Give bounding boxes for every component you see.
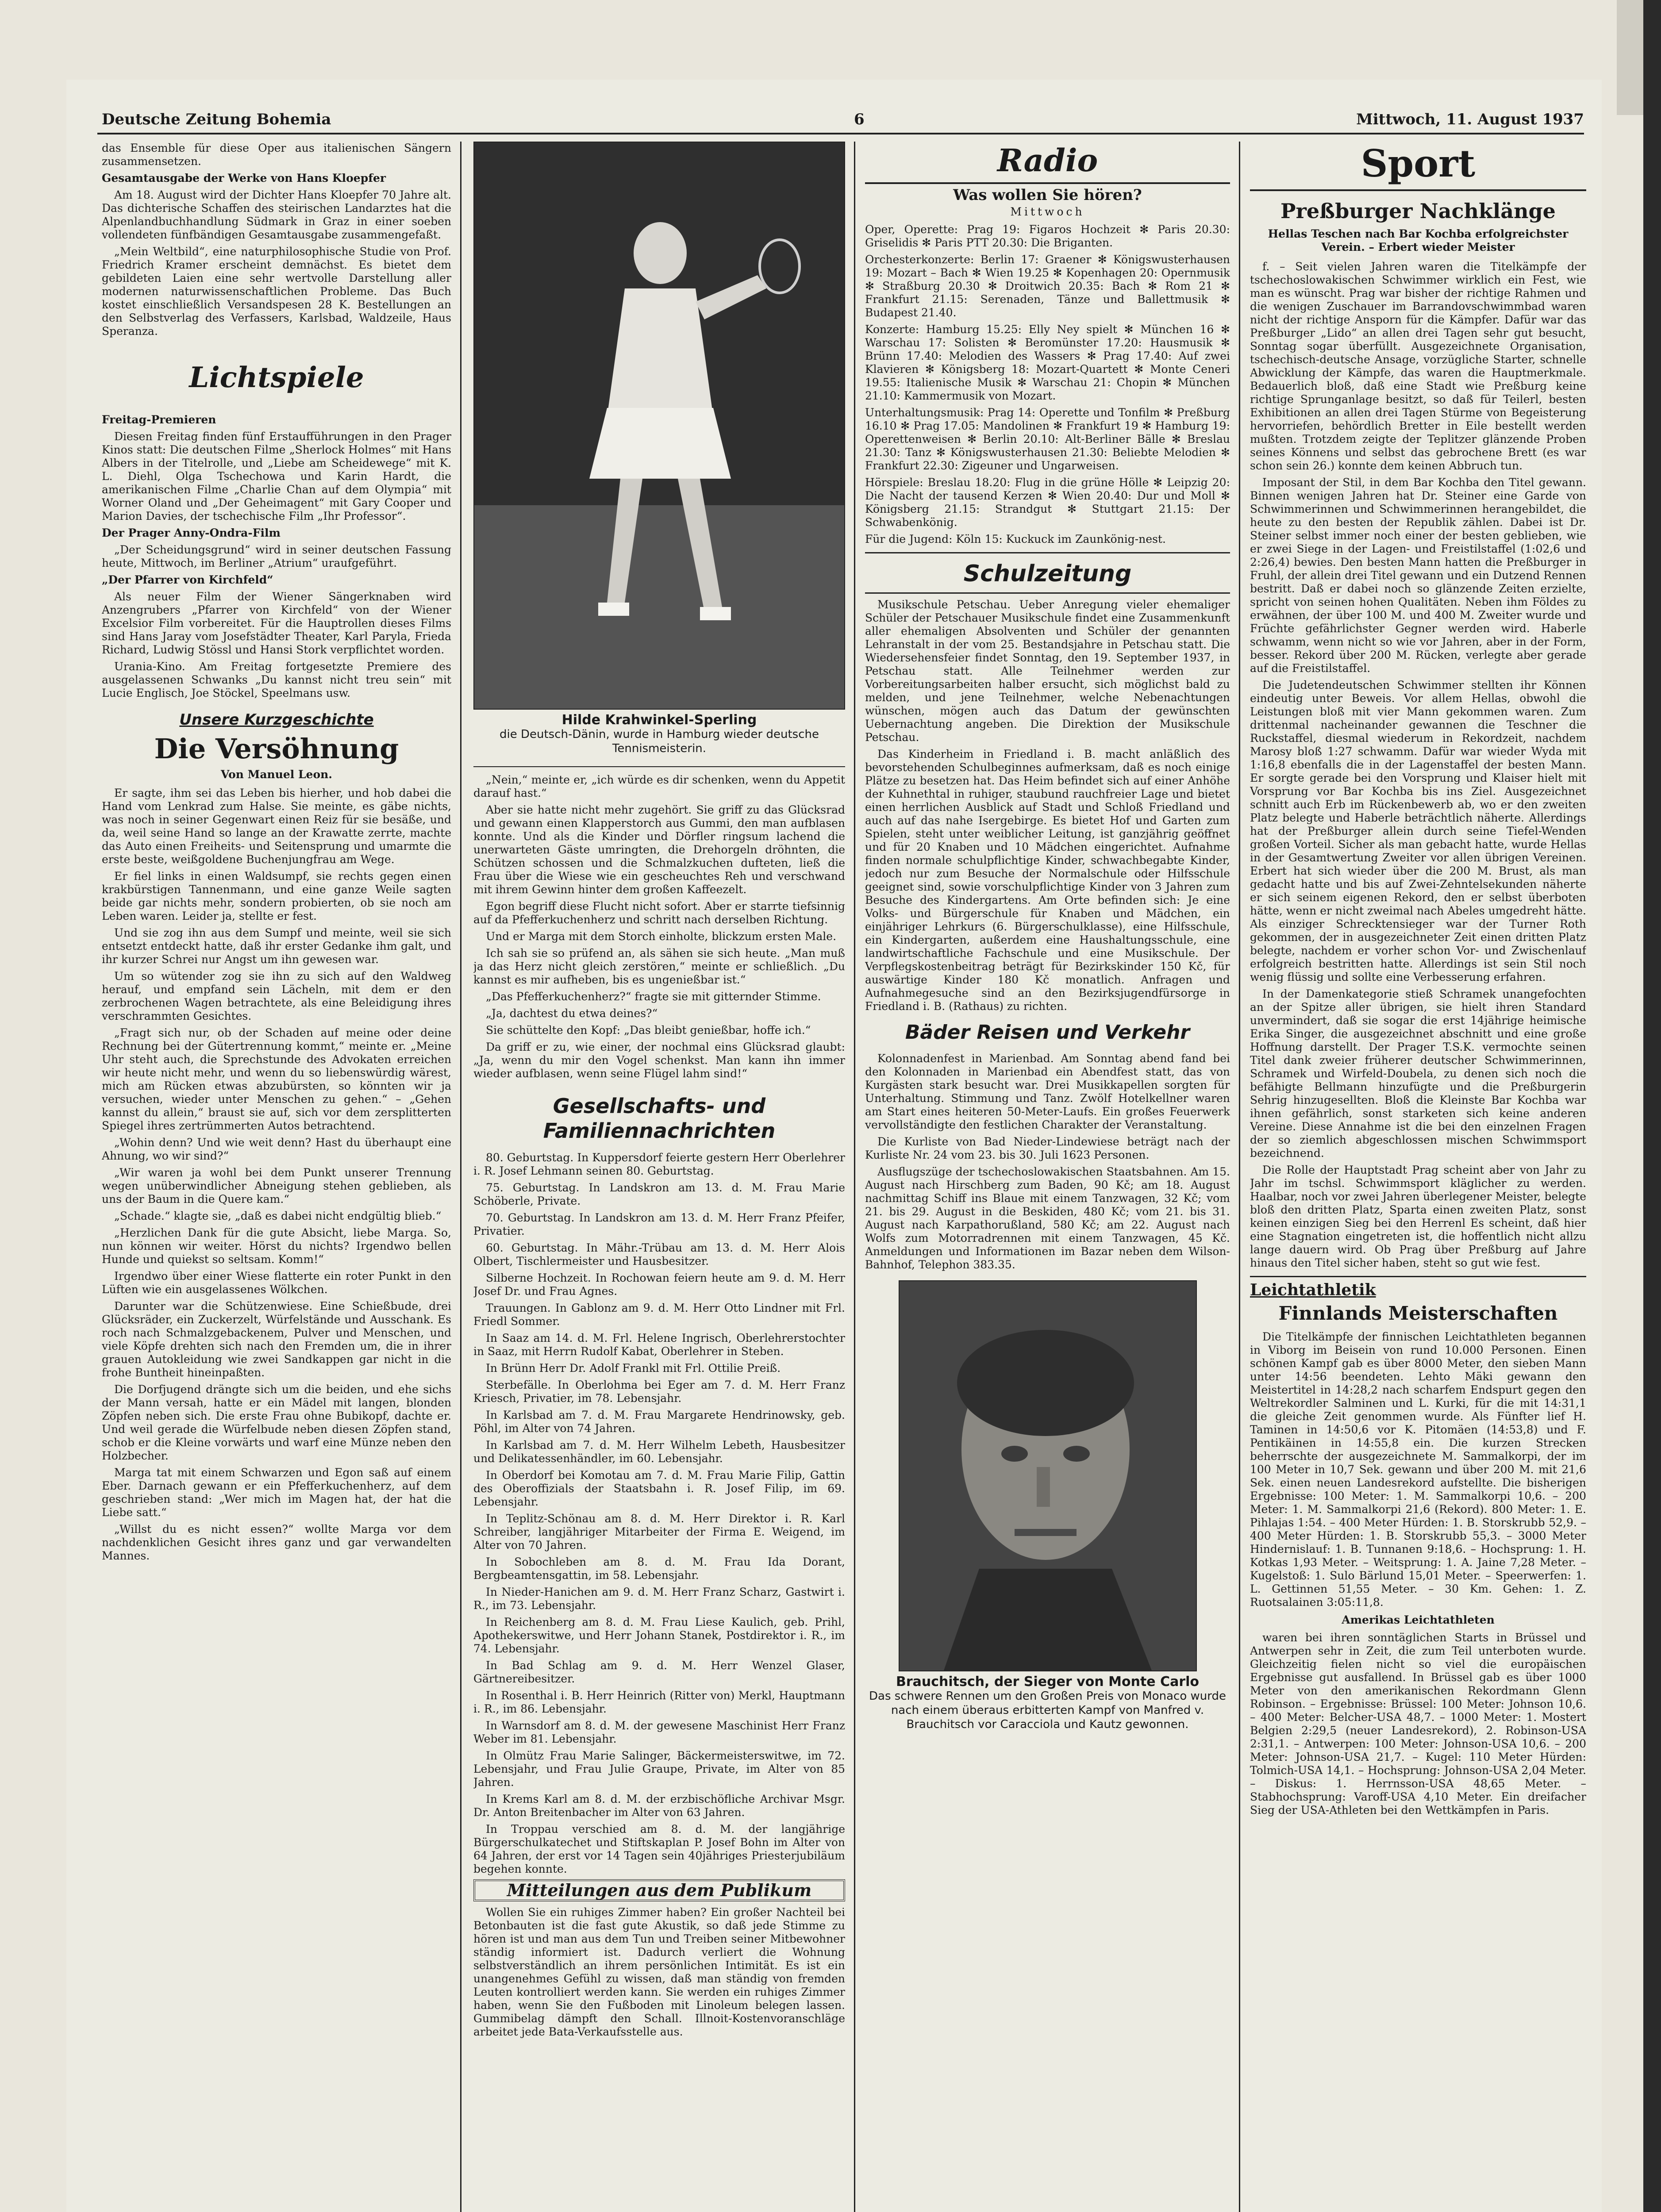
family-notice: In Krems Karl am 8. d. M. der erzbischöfliche Archivar Msgr. Dr. Anton Breitenbacher im Alter von 63 Jahren.: [473, 1793, 845, 1819]
story-paragraph: Er fiel links in einen Waldsumpf, sie rechts gegen einen krakbürstigen Tannenmann, und eine ganze Weile sagten beide gar nichts mehr, sondern probierten, ob sie noch am Leben waren. Leider ja, stellte er fest.: [102, 870, 451, 922]
family-notice: In Bad Schlag am 9. d. M. Herr Wenzel Glaser, Gärtnereibesitzer.: [473, 1659, 845, 1685]
weekday: Mittwoch: [1010, 205, 1085, 218]
story-paragraph: „Das Pfefferkuchenherz?“ fragte sie mit gitternder Stimme.: [486, 990, 821, 1003]
story-paragraph: „Schade.“ klagte sie, „daß es dabei nicht endgültig blieb.“: [114, 1210, 442, 1222]
family-notice: In Nieder-Hanichen am 9. d. M. Herr Franz Scharz, Gastwirt i. R., im 73. Lebensjahr.: [473, 1586, 845, 1612]
photo-caption: [865, 1675, 1230, 1732]
divider: [1250, 189, 1586, 191]
article-headline: Preßburger Nachklänge: [1280, 199, 1556, 223]
story-paragraph: „Wir waren ja wohl bei dem Punkt unserer Trennung wegen unüberwindlicher Abneigung stehen geblieben, als uns der Baum in die Quere kam.“: [102, 1166, 451, 1206]
story-paragraph: „Ja, dachtest du etwa deines?“: [486, 1007, 658, 1020]
article-text: „Mein Weltbild“, eine naturphilosophische Studie von Prof. Friedrich Kramer erscheint demnächst. Es bietet dem gebildeten Laien eine sehr wertvolle Darstellung aller modernen naturwissenschaftlichen Probleme. Das Buch kostet einschließlich Versandspesen 28 K. Bestellungen an den Selbstverlag des Verfassers, Karlsbad, Waldzeile, Haus Speranza.: [102, 245, 451, 338]
radio-listing: Hörspiele: Breslau 18.20: Flug in die grüne Hölle ✻ Leipzig 20: Die Nacht der tausend Kerzen ✻ Wien 20.40: Dur und Moll ✻ Königsberg 21.15: Strandgut ✻ Stuttgart 21.15: Der Schwabenkönig.: [865, 476, 1230, 529]
subhead: Freitag-Premieren: [102, 413, 216, 426]
article-subheadline: Hellas Teschen nach Bar Kochba erfolgreichster Verein. – Erbert wieder Meister: [1268, 227, 1569, 253]
article-text: Kolonnadenfest in Marienbad. Am Sonntag abend fand bei den Kolonnaden in Marienbad ein Abendfest statt, das von Kurgästen stark besucht war. Drei Musikkapellen sorgten für Unterhaltung. Stimmung und Tanz. Zwölf Hotelkellner waren am Start eines heiteren 50-Meter-Laufs. Ein großes Feuerwerk vervollständigte den festlichen Charakter der Veranstaltung.: [865, 1052, 1230, 1131]
subhead: „Der Pfarrer von Kirchfeld“: [102, 573, 273, 586]
section-heading: Gesellschafts- und Familiennachrichten: [543, 1094, 776, 1143]
article-text: Die Titelkämpfe der finnischen Leichtathleten begannen in Viborg im Beisein von rund 10.000 Personen. Einen schönen Kampf gab es über 8000 Meter, den sieben Mann unter 14:56 beendeten. Lehto Mäki gewann den Meistertitel in 14:28,2 nach scharfem Endspurt gegen den Weltrekordler Salminen und L. Kurki, für die mit 14:31,1 die gleiche Zeit genommen wurde. Als Fünfter lief H. Taminen in 14:50,6 vor K. Pitomäen (14:53,8) und F. Pentikäinen in 14:55,8 ein. Die kurzen Strecken beherrschte der ausgezeichnete M. Sammalkorpi, der im 100 Meter in 10,7 Sek. gewann und über 200 M. mit 21,6 Sek. einen neuen Landesrekord aufstellte. Die bisherigen Ergebnisse: 100 Meter: 1. M. Sammalkorpi 10,6. – 200 Meter: 1. M. Sammalkorpi 21,6 (Rekord). 800 Meter: 1. E. Pihlajas 1:54. – 400 Meter Hürden: 1. B. Storskrubb 52,9. – 400 Meter Hürden: 1. B. Storskrubb 55,3. – 3000 Meter Hindernislauf: 1. B. Tunnanen 9:18,6. – Hochsprung: 1. H. Kotkas 1,93 Meter. – Weitsprung: 1. A. Jaine 7,28 Meter. – Kugelstoß: 1. Sulo Bärlund 15,01 Meter. – Speerwerfen: 1. L. Gettinnen 51,55 Meter. – 30 Km. Gehen: 1. Z. Ruotsalainen 3:05:11,8.: [1250, 1330, 1586, 1609]
article-text: Ausflugszüge der tschechoslowakischen Staatsbahnen. Am 15. August nach Hirschberg zum Baden, 90 Kč; am 18. August nachmittag Schiff ins Blaue mit einem Tanzwagen, 32 Kč; vom 21. bis 29. August in die Beskiden, 480 Kč; vom 21. bis 31. August nach Karpathorußland, 580 Kč; am 22. August nach Wolfs zum Motorradrennen mit einem Tanzwagen, 45 Kč. Anmeldungen und Informationen im Bazar neben dem Wilson-Bahnhof, Telephon 383.35.: [865, 1165, 1230, 1271]
subhead: Was wollen Sie hören?: [953, 186, 1142, 204]
story-paragraph: Marga tat mit einem Schwarzen und Egon saß auf einem Eber. Darnach gewann er ein Pfefferkuchenherz, auf dem geschrieben stand: „Wer mich im Magen hat, der hat die Liebe satt.“: [102, 1466, 451, 1519]
family-notice: In Saaz am 14. d. M. Frl. Helene Ingrisch, Oberlehrerstochter in Saaz, mit Herrn Rudolf Kabat, Oberlehrer in Steben.: [473, 1332, 845, 1358]
divider: [473, 766, 845, 767]
story-paragraph: „Fragt sich nur, ob der Schaden auf meine oder deine Rechnung bei der Gütertrennung kommt,“ meinte er. „Meine Uhr steht auch, die Sprechstunde des Advokaten erreichen wir heute nicht mehr, und wenn du so liebenswürdig wärest, mich am Rücken etwas abzubürsten, so könnten wir ja versuchen, wieder unter Menschen zu gehen.“ – „Gehen kannst du allein,“ braust sie auf, sich vor dem zersplitterten Spiegel ihres zertrümmerten Autos betrachtend.: [102, 1026, 451, 1132]
article-text: Diesen Freitag finden fünf Erstaufführungen in den Prager Kinos statt: Die deutschen Filme „Sherlock Holmes“ mit Hans Albers in der Titelrolle, und „Liebe am Scheidewege“ mit K. L. Diehl, Olga Tschechowa und Karin Hardt, die amerikanischen Filme „Charlie Chan auf dem Olympia“ mit Worner Oland und „Der Geheimagent“ mit Gary Cooper und Marion Davies, der tschechische Film „Ihr Professor“.: [102, 430, 451, 522]
family-notice: 75. Geburtstag. In Landskron am 13. d. M. Frau Marie Schöberle, Private.: [473, 1181, 845, 1207]
family-notice: 80. Geburtstag. In Kuppersdorf feierte gestern Herr Oberlehrer i. R. Josef Lehmann seinen 80. Geburtstag.: [473, 1151, 845, 1177]
article-text: f. – Seit vielen Jahren waren die Titelkämpfe der tschechoslowakischen Schwimmer wirklich ein Fest, wie man es wünscht. Prag war bisher der richtige Rahmen und die wenigen Zuschauer im Barrandovschwimmbad waren nicht der richtige Ansporn für die Kämpfer. Dafür war das Preßburger „Lido“ an allen drei Tagen sehr gut besucht, Sonntag sogar überfüllt. Ausgezeichnete Organisation, tschechisch-deutsche Ansage, vorzügliche Starter, schnelle Abwicklung der Kämpfe, das waren die Hauptmerkmale. Bedauerlich bloß, daß eine Stadt wie Preßburg keine richtige Sprunganlage besitzt, so daß für Teilerl, besten Exhibitionen an allen drei Tagen Stürme von Begeisterung hervorriefen, behördlich Bretter in Eile bestellt werden mußten. Trotzdem zeigte der Teplitzer glänzende Proben seines Könnens und selbst das gebrochene Brett (es war schon sein 26.) konnte dem keinen Abbruch tun.: [1250, 260, 1586, 472]
story-paragraph: „Herzlichen Dank für die gute Absicht, liebe Marga. So, nun können wir weiter. Hörst du nichts? Irgendwo bellen Hunde und quiekst so seltsam. Komm!“: [102, 1226, 451, 1266]
column-sport: [1250, 142, 1586, 2212]
running-head: [102, 111, 1584, 133]
section-heading: Schulzeitung: [963, 561, 1132, 587]
story-paragraph: „Willst du es nicht essen?“ wollte Marga vor dem nachdenklichen Gesicht ihres ganz und gar verwandelten Mannes.: [102, 1523, 451, 1562]
article-text: waren bei ihren sonntäglichen Starts in Brüssel und Antwerpen sehr in Zeit, die zum Teil unterboten wurde. Gleichzeitig fielen nicht so viel die europäischen Ergebnisse gut ausfallend. In Brüssel gab es über 1000 Meter von den amerikanischen Rekordmann Glenn Robinson. – Ergebnisse: Brüssel: 100 Meter: Johnson 10,6. – 400 Meter: Belcher-USA 48,7. – 1000 Meter: 1. Mostert Belgien 2:29,5 (neuer Landesrekord), 2. Robinson-USA 2:31,1. – Antwerpen: 100 Meter: Johnson-USA 10,6. – 200 Meter: Johnson-USA 21,7. – Kugel: 110 Meter Hürden: Tolmich-USA 14,1. – Hochsprung: Johnson-USA 2,04 Meter. – Diskus: 1. Herrnsson-USA 48,65 Meter. – Stabhochsprung: Varoff-USA 4,10 Meter. Ein dreifacher Sieg der USA-Athleten bei den Wettkämpfen in Paris.: [1250, 1631, 1586, 1816]
divider: [865, 182, 1230, 184]
family-notice: In Troppau verschied am 8. d. M. der langjährige Bürgerschulkatechet und Stiftskaplan P. Josef Bohn im Alter von 64 Jahren, der erst vor 14 Tagen sein 40jähriges Priesterjubiläum begehen konnte.: [473, 1823, 845, 1875]
section-heading: Sport: [1361, 142, 1476, 185]
article-text: In der Damenkategorie stieß Schramek unangefochten an der Spitze aller übrigen, sie hielt ihren Standard unvermindert, daß sie sogar die erst 14jährige heimische Erika Singer, die ausgezeichnet abschnitt und eine große Hoffnung darstellt. Der Prager T.S.K. vermochte seinen Titel dank zweier früherer deutscher Schwimmerinnen, Schramek und Wirfeld-Doubela, zu denen sich noch die befähigte Bellmann hinzufügte und die Preßburgerin Sehrig hinzugesellten. Bloß die Kleinste Bar Kochba war ihnen gefährlich, sonst starketen sich keine anderen Vereine. Diese Annahme ist die bei den einzelnen Fragen der so ziemlich abgeschlossen mischen Schwimmsport bezeichnend.: [1250, 987, 1586, 1160]
tennis-player-image: [474, 142, 844, 709]
scan-edge: [1643, 0, 1661, 2212]
column-story-family: [473, 142, 845, 2212]
divider: [1250, 1276, 1586, 1277]
story-paragraph: „Nein,“ meinte er, „ich würde es dir schenken, wenn du Appetit darauf hast.“: [473, 773, 845, 799]
column-rule: [1239, 142, 1240, 2212]
story-paragraph: Ich sah sie so prüfend an, als sähen sie sich heute. „Man muß ja das Herz nicht gleich zerstören,“ meinte er schließlich. „Du kannst es mir aufheben, bis es ungenießbar ist.“: [473, 947, 845, 986]
article-text: Wollen Sie ein ruhiges Zimmer haben? Ein großer Nachteil bei Betonbauten ist die fast gute Akustik, so daß jede Stimme zu hören ist und man aus dem Tun und Treiben seiner Mitbewohner ständig informiert ist. Dadurch verliert die Wohnung selbstverständlich an ihrem persönlichen Intimität. Es ist ein unangenehmes Gefühl zu wissen, daß man ständig von fremden Leuten kontrolliert werden kann. Sie werden ein ruhiges Zimmer haben, wenn Sie den Fußboden mit Linoleum belegen lassen. Gummibelag dämpft den Schall. Illnoit-Kostenvoranschläge arbeitet jede Bata-Verkaufsstelle aus.: [473, 1906, 845, 2038]
family-notice: In Teplitz-Schönau am 8. d. M. Herr Direktor i. R. Karl Schreiber, langjähriger Mitarbeiter der Firma E. Weigend, im Alter von 70 Jahren.: [473, 1512, 845, 1551]
portrait-image: [900, 1281, 1196, 1671]
article-text: Die Kurliste von Bad Nieder-Lindewiese beträgt nach der Kurliste Nr. 24 vom 23. bis 30. Juli 1623 Personen.: [865, 1135, 1230, 1161]
masthead-title: Deutsche Zeitung Bohemia: [102, 111, 331, 128]
photo-title: Brauchitsch, der Sieger von Monte Carlo: [896, 1674, 1200, 1690]
article-text: Imposant der Stil, in dem Bar Kochba den Titel gewann. Binnen wenigen Jahren hat Dr. Steiner eine Garde von Schwimmerinnen und Schwimmerinnen herangebildet, die heute zu den besten der Republik zählen. Dabei ist Dr. Steiner selbst immer noch einer der besten geblieben, wie er zwei Siege in der Lagen- und Freistilstaffel (1:02,6 und 2:26,4) bewies. Den besten Mann hatten die Preßburger in Fruhl, der allein drei Titel gewann und ein Dutzend Rennen bestritt. Daß er dabei noch so glänzende Zeiten erzielte, spricht von seinen hohen Qualitäten. Neben ihm Földes zu erwähnen, der über 100 M. und 400 M. Zweiter wurde und Früchte gefährlichster Gegner werden wird. Haberle schwamm, wenn nicht so wie vor Jahren, aber in der Form, besser. Rekord über 200 M. Rücken, verlegte aber gerade auf die Freistilstaffel.: [1250, 476, 1586, 675]
subhead: Gesamtausgabe der Werke von Hans Kloepfer: [102, 172, 386, 184]
issue-date: Mittwoch, 11. August 1937: [1356, 111, 1584, 128]
family-notice: In Reichenberg am 8. d. M. Frau Liese Kaulich, geb. Prihl, Apothekerswitwe, und Herr Johann Stanek, Postdirektor i. R., im 74. Lebensjahr.: [473, 1616, 845, 1655]
family-notice: In Rosenthal i. B. Herr Heinrich (Ritter von) Merkl, Hauptmann i. R., im 86. Lebensjahr.: [473, 1689, 845, 1715]
family-notice: In Brünn Herr Dr. Adolf Frankl mit Frl. Ottilie Preiß.: [486, 1362, 781, 1375]
article-text: Am 18. August wird der Dichter Hans Kloepfer 70 Jahre alt. Das dichterische Schaffen des steirischen Landarztes hat die Alpenlandbuchhandlung Südmark in Graz in einer soeben vollendeten fünfbändigen Gesamtausgabe zusammengefaßt.: [102, 188, 451, 241]
story-paragraph: Er sagte, ihm sei das Leben bis hierher, und hob dabei die Hand vom Lenkrad zum Halse. Sie meinte, es gäbe nichts, was noch in seiner Gegenwart einen Reiz für sie besäße, und da, weil seine Hand so lange an der Krawatte zerrte, machte das Auto einen Freiheits- und Seitensprung und umarmte die erste beste, weißgoldene Buchenjungfrau am Wege.: [102, 787, 451, 866]
story-paragraph: Aber sie hatte nicht mehr zugehört. Sie griff zu das Glücksrad und gewann einen Klapperstorch aus Gummi, den man aufblasen konnte. Und als die Kinder und Dörfler ringsum lachend die unerwarteten Gäste umringten, die Drehorgeln dröhnten, die Schützen schossen und die Schmalzkuchen dufteten, ließ die Frau über die Wiese wie ein gescheuchtes Reh und verschwand mit ihrem Gewinn hinter dem großen Kaffeezelt.: [473, 803, 845, 896]
article-text: Musikschule Petschau. Ueber Anregung vieler ehemaliger Schüler der Petschauer Musikschule findet eine Zusammenkunft aller ehemaligen Absolventen und Schüler der genannten Lehranstalt in der vom 25. Bestandsjahre in Petschau statt. Die Wiedersehensfeier findet Sonntag, den 19. September 1937, in Petschau statt. Alle Teilnehmer werden zur Vorbereitungsarbeiten halber ersucht, sich möglichst bald zu melden, und jene Teilnehmer, welche Nebenachtungen wünschen, mögen auch das Datum der gewünschten Uebernachtung angeben. Die Direktion der Musikschule Petschau.: [865, 598, 1230, 744]
family-notice: Silberne Hochzeit. In Rochowan feiern heute am 9. d. M. Herr Josef Dr. und Frau Agnes.: [473, 1271, 845, 1298]
story-paragraph: Sie schüttelte den Kopf: „Das bleibt genießbar, hoffe ich.“: [486, 1024, 811, 1037]
story-title: Die Versöhnung: [154, 733, 399, 765]
family-notice: Trauungen. In Gablonz am 9. d. M. Herr Otto Lindner mit Frl. Friedl Sommer.: [473, 1302, 845, 1328]
section-heading: Radio: [997, 142, 1098, 179]
story-paragraph: Irgendwo über einer Wiese flatterte ein roter Punkt in den Lüften wie ein ausgelassenes Wölkchen.: [102, 1270, 451, 1296]
page-number: 6: [854, 111, 865, 128]
column-culture: [102, 142, 451, 2212]
article-headline: Finnlands Meisterschaften: [1278, 1302, 1558, 1324]
family-notice: In Karlsbad am 7. d. M. Frau Margarete Hendrinowsky, geb. Pöhl, im Alter von 74 Jahren.: [473, 1409, 845, 1435]
radio-listing: Orchesterkonzerte: Berlin 17: Graener ✻ Königswusterhausen 19: Mozart – Bach ✻ Wien 19.25 ✻ Kopenhagen 20: Opernmusik ✻ Straßburg 20.30 ✻ Droitwich 20.35: Bach ✻ Rom 21 ✻ Frankfurt 21.15: Serenaden, Tänze und Ballettmusik ✻ Budapest 21.40.: [865, 253, 1230, 319]
radio-listing: Für die Jugend: Köln 15: Kuckuck im Zaunkönig-nest.: [865, 533, 1166, 545]
section-heading: Leichtathletik: [1250, 1281, 1376, 1299]
subhead: Der Prager Anny-Ondra-Film: [102, 526, 281, 539]
article-text: „Der Scheidungsgrund“ wird in seiner deutschen Fassung heute, Mittwoch, im Berliner „Atrium“ uraufgeführt.: [102, 543, 451, 569]
photo-description: die Deutsch-Dänin, wurde in Hamburg wieder deutsche Tennismeisterin.: [500, 728, 819, 755]
head-rule: [97, 133, 1584, 134]
article-text: Als neuer Film der Wiener Sängerknaben wird Anzengrubers „Pfarrer von Kirchfeld“ von der Wiener Excelsior Film vorbereitet. Für die Hauptrollen dieses Films sind Hans Jaray vom Josefstädter Theater, Karl Paryla, Frieda Richard, Ludwig Stössl und Hansi Stork verpflichtet worden.: [102, 590, 451, 656]
family-notice: 70. Geburtstag. In Landskron am 13. d. M. Herr Franz Pfeifer, Privatier.: [473, 1211, 845, 1237]
story-paragraph: „Wohin denn? Und wie weit denn? Hast du überhaupt eine Ahnung, wo wir sind?“: [102, 1136, 451, 1162]
story-paragraph: Da griff er zu, wie einer, der nochmal eins Glücksrad glaubt: „Ja, wenn du mir den Vogel schenkst. Man kann ihn immer wieder aufblasen, wenn seine Flügel lahm sind!“: [473, 1041, 845, 1080]
page-corner: [1617, 0, 1643, 115]
divider: [865, 592, 1230, 594]
column-rule: [460, 142, 461, 2212]
tennis-photo: [473, 142, 845, 710]
story-paragraph: Darunter war die Schützenwiese. Eine Schießbude, drei Glücksräder, ein Zuckerzelt, Würfelstände und Ausschank. Es roch nach Schmalzgebackenem, Pulver und Menschen, und viele Köpfe drehten sich nach den Fremden um, die in ihrer grauen Autokleidung wie zwei Sandkappen gar nicht in die frohe Buntheit hineinpaßten.: [102, 1300, 451, 1379]
radio-listing: Oper, Operette: Prag 19: Figaros Hochzeit ✻ Paris 20.30: Griselidis ✻ Paris PTT 20.30: Die Briganten.: [865, 223, 1230, 249]
section-heading: Lichtspiele: [189, 361, 364, 394]
story-paragraph: Egon begriff diese Flucht nicht sofort. Aber er starrte tiefsinnig auf da Pfefferkuchenherz und schritt nach derselben Richtung.: [473, 900, 845, 926]
photo-title: Hilde Krahwinkel-Sperling: [561, 712, 757, 728]
article-text: Das Kinderheim in Friedland i. B. macht anläßlich des bevorstehenden Schulbeginnes aufmerksam, daß es noch einige Plätze zu besetzen hat. Das Heim befindet sich auf einer Anhöhe der Kuhnethtal in ruhiger, staubund rauchfreier Lage und bietet einen herrlichen Ausblick auf Stadt und Schloß Friedland und auch auf das nahe Isergebirge. Es bietet Hof und Garten zum Spielen, steht unter weiblicher Leitung, ist ganzjährig geöffnet und für 20 Knaben und 10 Mädchen eingerichtet. Aufnahme finden normale schulpflichtige Kinder, schwachbegabte Kinder, jedoch nur zum Besuche der Normalschule oder Hilfsschule geeignet sind, sowie vorschulpflichtige Kinder von 3 Jahren zum Besuche des Kindergartens. Am Orte befinden sich: Je eine Volks- und Bürgerschule für Knaben und Mädchen, ein einjähriger Lehrkurs (6. Bürgerschulklasse), eine Hilfsschule, ein Kindergarten, außerdem eine Haushaltungsschule, eine landwirtschaftliche Fachschule und eine Musikschule. Der Verpflegskostenbeitrag beträgt für Bezirkskinder 150 Kč, für auswärtige Kinder 180 Kč monatlich. Anfragen und Aufnahmegesuche sind an den Bezirksjugendfürsorge in Friedland i. B. (Rathaus) zu richten.: [865, 748, 1230, 1013]
photo-description: Das schwere Rennen um den Großen Preis von Monaco wurde nach einem überaus erbitterten Kampf von Manfred v. Brauchitsch vor Caracciola und Kautz gewonnen.: [869, 1690, 1226, 1731]
section-heading: Mitteilungen aus dem Publikum: [473, 1879, 845, 1901]
family-notice: In Sobochleben am 8. d. M. Frau Ida Dorant, Bergbeamtensgattin, im 58. Lebensjahr.: [473, 1555, 845, 1582]
family-notice: 60. Geburtstag. In Mähr.-Trübau am 13. d. M. Herr Alois Olbert, Tischlermeister und Hausbesitzer.: [473, 1241, 845, 1267]
photo-caption: [473, 713, 845, 756]
racing-driver-photo: [899, 1280, 1197, 1671]
subhead: Amerikas Leichtathleten: [1342, 1613, 1495, 1626]
byline: Von Manuel Leon.: [220, 768, 333, 781]
article-text: Die Rolle der Hauptstadt Prag scheint aber von Jahr zu Jahr im tschsl. Schwimmsport kläglicher zu werden. Haalbar, noch vor zwei Jahren überlegener Meister, belegte bloß den dritten Platz, Sparta einen zweiten Platz, sonst keinen einzigen Sieg bei den Herrenl Es scheint, daß hier eine Stagnation eingetreten ist, die hoffentlich nicht allzu lange dauern wird. Ob Prag über Preßburg auf Jahre hinaus den Titel sicher haben, steht so gut wie fest.: [1250, 1164, 1586, 1269]
family-notice: In Warnsdorf am 8. d. M. der gewesene Maschinist Herr Franz Weber im 81. Lebensjahr.: [473, 1719, 845, 1745]
article-text: Urania-Kino. Am Freitag fortgesetzte Premiere des ausgelassenen Schwanks „Du kannst nicht treu sein“ mit Lucie Englisch, Joe Stöckel, Speelmans usw.: [102, 660, 451, 699]
story-paragraph: Um so wütender zog sie ihn zu sich auf den Waldweg herauf, und empfand sein Lächeln, mit dem er den zerbrochenen Wagen betrachtete, als eine Beleidigung ihres verschrammten Gesichtes.: [102, 970, 451, 1022]
story-paragraph: Und er Marga mit dem Storch einholte, blickzum ersten Male.: [486, 930, 837, 943]
family-notice: In Olmütz Frau Marie Salinger, Bäckermeisterswitwe, im 72. Lebensjahr, und Frau Julie Graupe, Private, im Alter von 85 Jahren.: [473, 1749, 845, 1789]
section-heading: Unsere Kurzgeschichte: [179, 711, 374, 729]
story-paragraph: Die Dorfjugend drängte sich um die beiden, und ehe sichs der Mann versah, hatte er ein Mädel mit langen, blonden Zöpfen neben sich. Die erste Frau ohne Bubikopf, dachte er. Und weil gerade die Würfelbude neben diesen Zöpfen stand, schob er die Kleine vorwärts und warf eine Münze neben den Holzbecher.: [102, 1383, 451, 1462]
family-notice: In Oberdorf bei Komotau am 7. d. M. Frau Marie Filip, Gattin des Oberoffizials der Staatsbahn i. R. Josef Filip, im 69. Lebensjahr.: [473, 1469, 845, 1508]
column-radio-school: [865, 142, 1230, 2212]
radio-listing: Konzerte: Hamburg 15.25: Elly Ney spielt ✻ München 16 ✻ Warschau 17: Solisten ✻ Beromünster 17.20: Hausmusik ✻ Brünn 17.40: Melodien des Wassers ✻ Prag 17.40: Auf zwei Klavieren ✻ Königsberg 18: Mozart-Quartett ✻ Monte Ceneri 19.55: Italienische Musik ✻ Warschau 21: Chopin ✻ München 21.10: Kammermusik von Mozart.: [865, 323, 1230, 402]
section-heading: Bäder Reisen und Verkehr: [905, 1021, 1190, 1044]
divider: [865, 552, 1230, 553]
family-notice: Sterbefälle. In Oberlohma bei Eger am 7. d. M. Herr Franz Kriesch, Privatier, im 78. Lebensjahr.: [473, 1379, 845, 1405]
column-rule: [854, 142, 855, 2212]
story-paragraph: Und sie zog ihn aus dem Sumpf und meinte, weil sie sich entsetzt entdeckt hatte, daß ihr erster Gedanke ihm galt, und ihr kurzer Schrei nur Angst um ihn gewesen war.: [102, 926, 451, 966]
family-notice: In Karlsbad am 7. d. M. Herr Wilhelm Lebeth, Hausbesitzer und Delikatessenhändler, im 60. Lebensjahr.: [473, 1439, 845, 1465]
radio-listing: Unterhaltungsmusik: Prag 14: Operette und Tonfilm ✻ Preßburg 16.10 ✻ Prag 17.05: Mandolinen ✻ Frankfurt 19 ✻ Hamburg 19: Operettenweisen ✻ Berlin 20.10: Alt-Berliner Bälle ✻ Breslau 21.30: Tanz ✻ Königswusterhausen 21.30: Beliebte Melodien ✻ Frankfurt 22.30: Zigeuner und Ungarweisen.: [865, 406, 1230, 472]
article-text: Die Judetendeutschen Schwimmer stellten ihr Können eindeutig unter Beweis. Vor allem Hellas, obwohl die Leistungen bloß mit vier Mann gekommen waren. Zum drittenmal nacheinander gewannen die Teschner die Ruckstaffel, diesmal wiederum in Rekordzeit, nachdem Marosy bloß 1:27 schwamm. Dafür war wieder Wyda mit 1:16,8 ebenfalls die in der Lagenstaffel der besten Mann. Er sorgte gerade bei den Vorsprung und Klaiser hielt mit Vorsprung vor Bar Kochba bis ins Ziel. Ausgezeichnet schnitt auch Erb im Rückenbewerb ab, wo er den zweiten Platz belegte und Haberle beträchtlich näherte. Allerdings hat der Preßburger allein durch seine Tiefel-Wenden großen Vorteil. Sicher als man gebacht hatte, wurde Hellas in der Gesamtwertung Zweiter vor allen übrigen Vereinen. Erbert hat sich wieder über die 200 M. Brust, als man gedacht hatte und bis auf Zwei-Zehntelsekunden näherte er sich seinem eigenen Rekord, den er selbst überboten hätte, wenn er nicht zweimal nach Abeles umgedreht hätte. Als einziger Schrecktensieger war der Turner Roth gekommen, der in ausgezeichneter Zeit einen dritten Platz belegte, nachdem er vorher schon Vor- und Zwischenlauf erfolgreich bestritten hatte. Allerdings ist sein Stil noch wenig flüssig und sollte eine Verbesserung erfahren.: [1250, 679, 1586, 983]
intro-text: das Ensemble für diese Oper aus italienischen Sängern zusammensetzen.: [102, 142, 451, 168]
